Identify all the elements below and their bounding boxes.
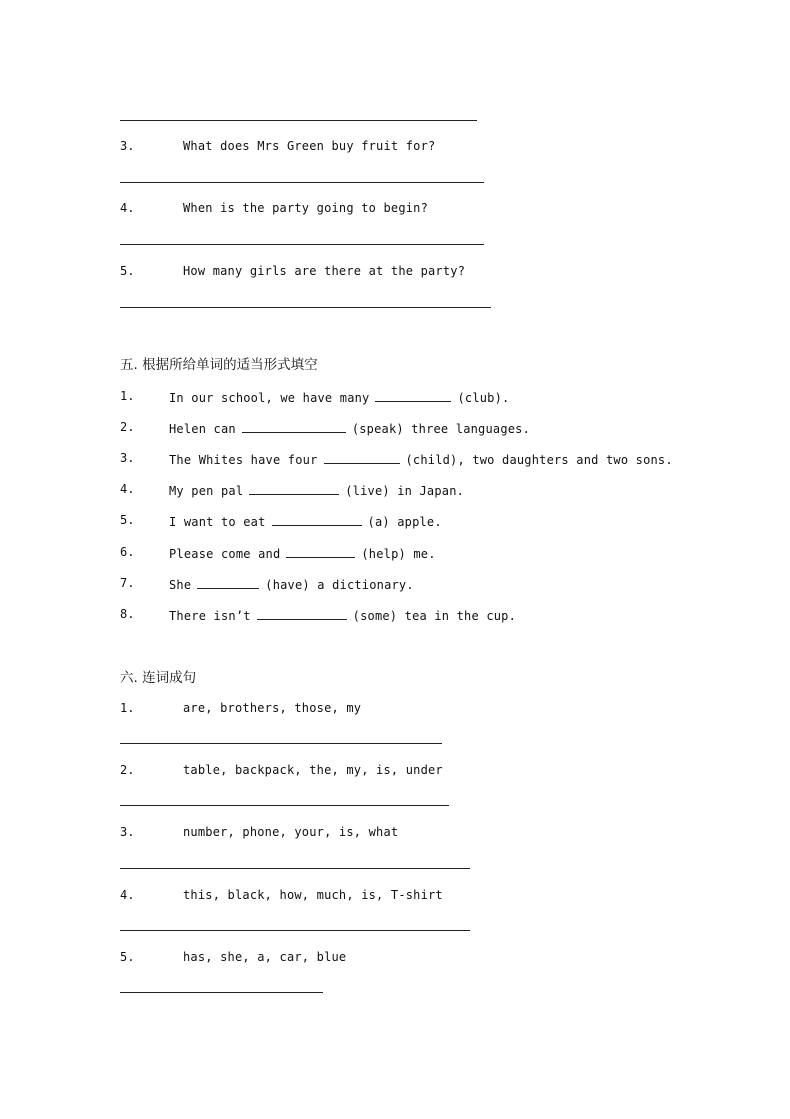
section-heading: 六. 连词成句	[120, 670, 197, 686]
question-number: 4.	[120, 482, 135, 496]
fill-blank[interactable]	[286, 545, 355, 558]
answer-line	[120, 930, 470, 931]
section-heading: 五. 根据所给单词的适当形式填空	[120, 357, 318, 373]
sentence-before: She	[169, 578, 192, 592]
question-text: are, brothers, those, my	[183, 701, 362, 715]
question-number: 3.	[120, 451, 135, 465]
sentence-before: Please come and	[169, 547, 281, 561]
question-number: 3.	[120, 139, 135, 153]
fill-sentence	[169, 482, 464, 498]
answer-line	[120, 244, 484, 245]
sentence-after: (speak) three languages.	[351, 422, 531, 436]
sentence-before: There isn’t	[169, 609, 251, 623]
fill-sentence	[169, 451, 673, 467]
sentence-before: My pen pal	[169, 484, 244, 498]
sentence-after: (club).	[457, 391, 510, 405]
question-number: 4.	[120, 201, 135, 215]
sentence-after: (live) in Japan.	[345, 484, 465, 498]
fill-blank[interactable]	[272, 513, 362, 526]
fill-sentence	[169, 607, 516, 623]
question-text: number, phone, your, is, what	[183, 825, 399, 839]
question-number: 6.	[120, 545, 135, 559]
question-number: 4.	[120, 888, 135, 902]
answer-line	[120, 307, 491, 308]
fill-blank[interactable]	[375, 389, 451, 402]
answer-line	[120, 992, 323, 993]
sentence-before: I want to eat	[169, 515, 266, 529]
question-number: 3.	[120, 825, 135, 839]
question-text: When is the party going to begin?	[183, 201, 429, 215]
question-number: 1.	[120, 701, 135, 715]
fill-blank[interactable]	[324, 451, 400, 464]
fill-blank[interactable]	[257, 607, 347, 620]
question-number: 7.	[120, 576, 135, 590]
sentence-before: Helen can	[169, 422, 236, 436]
question-text: table, backpack, the, my, is, under	[183, 763, 443, 777]
sentence-after: (child), two daughters and two sons.	[405, 453, 673, 467]
question-number: 8.	[120, 607, 135, 621]
fill-sentence	[169, 576, 414, 592]
sentence-before: In our school, we have many	[169, 391, 370, 405]
fill-sentence	[169, 513, 442, 529]
fill-blank[interactable]	[197, 576, 259, 589]
fill-sentence	[169, 389, 509, 405]
answer-line	[120, 805, 449, 806]
answer-line	[120, 182, 484, 183]
question-number: 2.	[120, 420, 135, 434]
question-text: How many girls are there at the party?	[183, 264, 466, 278]
question-number: 5.	[120, 950, 135, 964]
answer-line	[120, 868, 470, 869]
question-number: 5.	[120, 513, 135, 527]
sentence-after: (some) tea in the cup.	[352, 609, 517, 623]
question-number: 5.	[120, 264, 135, 278]
fill-blank[interactable]	[242, 420, 346, 433]
sentence-after: (have) a dictionary.	[265, 578, 414, 592]
question-text: has, she, a, car, blue	[183, 950, 347, 964]
sentence-after: (help) me.	[361, 547, 436, 561]
fill-sentence	[169, 545, 436, 561]
question-number: 2.	[120, 763, 135, 777]
sentence-after: (a) apple.	[367, 515, 442, 529]
question-number: 1.	[120, 389, 135, 403]
question-text: this, black, how, much, is, T-shirt	[183, 888, 443, 902]
answer-line	[120, 743, 442, 744]
fill-blank[interactable]	[249, 482, 339, 495]
answer-line	[120, 120, 477, 121]
sentence-before: The Whites have four	[169, 453, 318, 467]
fill-sentence	[169, 420, 530, 436]
question-text: What does Mrs Green buy fruit for?	[183, 139, 436, 153]
